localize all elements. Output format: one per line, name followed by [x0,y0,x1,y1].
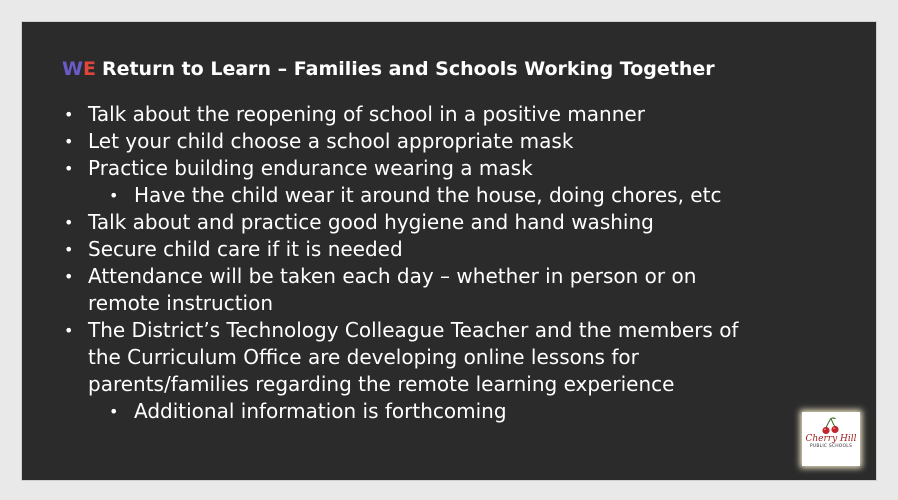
bullet-text-line: Talk about the reopening of school in a positive manner [88,102,645,126]
bullet-item [62,236,842,263]
bullet-dot: • [64,267,74,286]
bullet-item [62,101,842,128]
bullet-dot: • [64,105,74,124]
slide-title [62,58,715,80]
bullet-text-line: Attendance will be taken each day – whether in person or on [88,264,697,288]
we-logo-mark: WE [62,58,96,80]
bullet-text-line: Secure child care if it is needed [88,237,403,261]
bullet-item [62,263,842,317]
bullet-item [62,209,842,236]
bullet-dot: • [64,159,74,178]
bullet-item [62,155,842,182]
cherry-hill-logo [802,412,860,466]
slide-title-text: Return to Learn – Families and Schools Working Together [101,58,715,80]
bullet-list [62,101,842,425]
bullet-dot: • [64,132,74,151]
bullet-text-line: Additional information is forthcoming [134,399,507,423]
sub-bullet-item [62,398,842,425]
bullet-text-line: Talk about and practice good hygiene and hand washing [88,210,654,234]
bullet-item [62,317,842,398]
bullet-text-line: The District’s Technology Colleague Teacher and the members of [88,318,739,342]
bullet-dot: • [64,213,74,232]
slide [22,22,876,480]
bullet-dot: • [109,402,119,421]
bullet-text-line: Let your child choose a school appropriate mask [88,129,574,153]
bullet-text-line: Practice building endurance wearing a mask [88,156,533,180]
logo-subtitle: PUBLIC SCHOOLS [809,444,853,449]
sub-bullet-item [62,182,842,209]
bullet-text-line: the Curriculum Office are developing online lessons for [88,345,639,369]
bullet-text-line: Have the child wear it around the house, doing chores, etc [134,183,722,207]
bullet-dot: • [64,240,74,259]
cherries-icon [820,416,842,436]
bullet-dot: • [64,321,74,340]
bullet-text-line: parents/families regarding the remote learning experience [88,372,675,396]
bullet-text-line: remote instruction [88,291,274,315]
logo-script-text: Cherry Hill [805,434,857,444]
bullet-item [62,128,842,155]
bullet-dot: • [109,186,119,205]
